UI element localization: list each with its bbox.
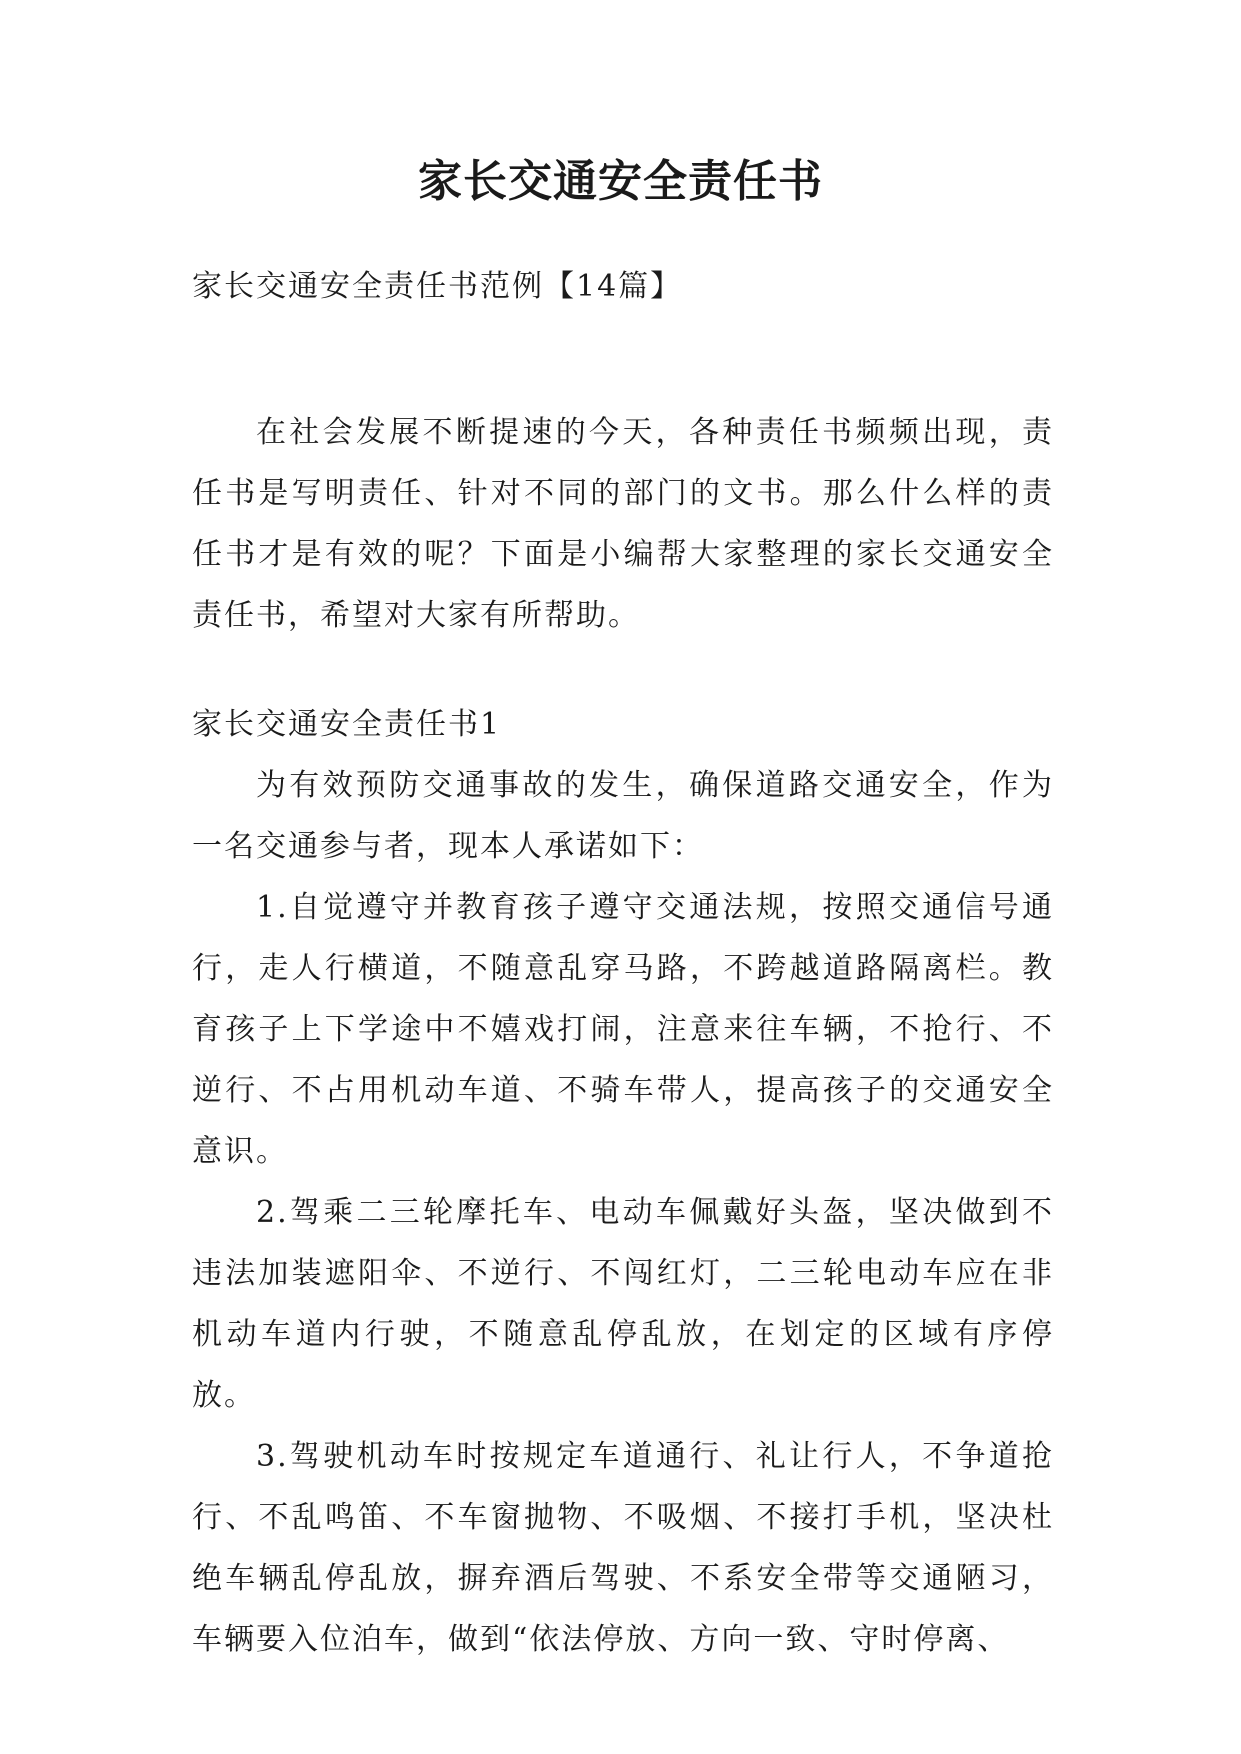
- section-1-heading: 家长交通安全责任书1: [192, 707, 502, 742]
- intro-paragraph-block: [192, 402, 1054, 646]
- document-title: 家长交通安全责任书: [418, 156, 823, 207]
- intro-paragraph: 在社会发展不断提速的今天，各种责任书频频出现，责任书是写明责任、针对不同的部门的文书。那么什么样的责任书才是有效的呢？下面是小编帮大家整理的家长交通安全责任书，希望对大家有所帮助。: [192, 415, 1054, 633]
- document-subtitle: [192, 256, 1054, 317]
- section-1-item-1: 1.自觉遵守并教育孩子遵守交通法规，按照交通信号通行，走人行横道，不随意乱穿马路，不跨越道路隔离栏。教育孩子上下学途中不嬉戏打闹，注意来往车辆，不抢行、不逆行、不占用机动车道、不骑车带人，提高孩子的交通安全意识。: [192, 890, 1054, 1169]
- section-1-item-2: 2.驾乘二三轮摩托车、电动车佩戴好头盔，坚决做到不违法加装遮阳伞、不逆行、不闯红灯，二三轮电动车应在非机动车道内行驶，不随意乱停乱放，在划定的区域有序停放。: [192, 1195, 1054, 1413]
- section-1-item-3: 3.驾驶机动车时按规定车道通行、礼让行人，不争道抢行、不乱鸣笛、不车窗抛物、不吸烟、不接打手机，坚决杜绝车辆乱停乱放，摒弃酒后驾驶、不系安全带等交通陋习，车辆要入位泊车，做到“依法停放、方向一致、守时停离、: [192, 1439, 1054, 1657]
- section-1: [192, 694, 1054, 1670]
- subtitle-text: 家长交通安全责任书范例【14篇】: [192, 269, 683, 304]
- section-1-intro: 为有效预防交通事故的发生，确保道路交通安全，作为一名交通参与者，现本人承诺如下：: [192, 768, 1054, 864]
